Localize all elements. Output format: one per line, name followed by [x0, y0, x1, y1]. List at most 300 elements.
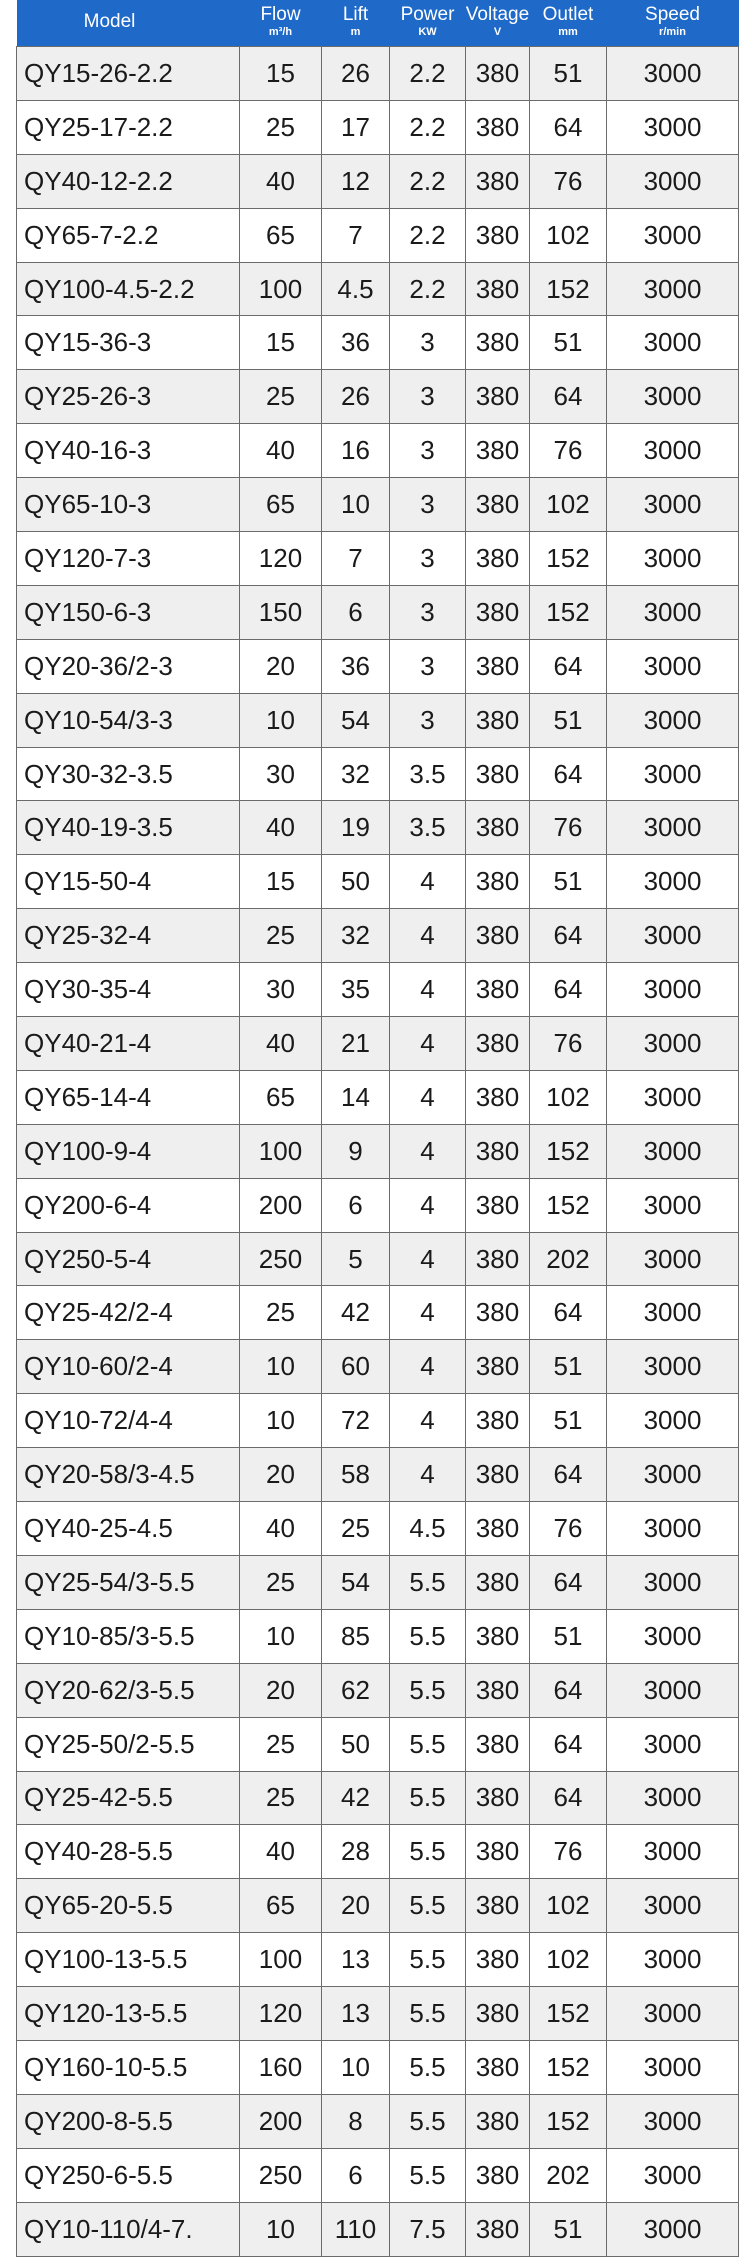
model-cell: QY10-54/3-3 — [17, 693, 240, 747]
table-row — [17, 154, 739, 208]
lift-cell: 7 — [322, 532, 390, 586]
table-row — [17, 1286, 739, 1340]
flow-cell: 10 — [240, 1340, 322, 1394]
outlet-cell: 76 — [530, 1825, 607, 1879]
lift-cell: 21 — [322, 1017, 390, 1071]
speed-cell: 3000 — [607, 154, 739, 208]
power-cell: 2.2 — [390, 47, 466, 101]
flow-cell: 100 — [240, 262, 322, 316]
table-row — [17, 370, 739, 424]
table-row — [17, 2094, 739, 2148]
voltage-cell: 380 — [466, 1555, 530, 1609]
outlet-cell: 76 — [530, 1017, 607, 1071]
speed-cell: 3000 — [607, 855, 739, 909]
model-cell: QY160-10-5.5 — [17, 2040, 240, 2094]
outlet-cell: 64 — [530, 100, 607, 154]
header-lift-label: Lift — [342, 3, 369, 25]
voltage-cell: 380 — [466, 154, 530, 208]
power-cell: 5.5 — [390, 2040, 466, 2094]
table-row — [17, 585, 739, 639]
table-row — [17, 2148, 739, 2202]
power-cell: 4 — [390, 909, 466, 963]
outlet-cell: 51 — [530, 1340, 607, 1394]
power-cell: 4 — [390, 1394, 466, 1448]
power-cell: 4 — [390, 1232, 466, 1286]
speed-cell: 3000 — [607, 2094, 739, 2148]
table-row — [17, 1663, 739, 1717]
power-cell: 4 — [390, 1286, 466, 1340]
table-row — [17, 1933, 739, 1987]
model-cell: QY25-42/2-4 — [17, 1286, 240, 1340]
voltage-cell: 380 — [466, 316, 530, 370]
speed-cell: 3000 — [607, 47, 739, 101]
power-cell: 4.5 — [390, 1502, 466, 1556]
speed-cell: 3000 — [607, 1609, 739, 1663]
power-cell: 3 — [390, 370, 466, 424]
flow-cell: 250 — [240, 2148, 322, 2202]
lift-cell: 36 — [322, 639, 390, 693]
speed-cell: 3000 — [607, 639, 739, 693]
table-row — [17, 1340, 739, 1394]
speed-cell: 3000 — [607, 1448, 739, 1502]
lift-cell: 10 — [322, 2040, 390, 2094]
model-cell: QY250-5-4 — [17, 1232, 240, 1286]
pump-spec-table — [16, 0, 739, 2257]
table-row — [17, 1448, 739, 1502]
model-cell: QY65-10-3 — [17, 478, 240, 532]
header-row — [17, 0, 739, 47]
outlet-cell: 102 — [530, 1879, 607, 1933]
flow-cell: 25 — [240, 1717, 322, 1771]
table-row — [17, 747, 739, 801]
model-cell: QY100-4.5-2.2 — [17, 262, 240, 316]
header-speed-label: Speed — [645, 3, 700, 25]
voltage-cell: 380 — [466, 1070, 530, 1124]
flow-cell: 25 — [240, 909, 322, 963]
voltage-cell: 380 — [466, 1232, 530, 1286]
table-row — [17, 47, 739, 101]
flow-cell: 150 — [240, 585, 322, 639]
flow-cell: 15 — [240, 855, 322, 909]
lift-cell: 28 — [322, 1825, 390, 1879]
power-cell: 3.5 — [390, 801, 466, 855]
power-cell: 5.5 — [390, 1771, 466, 1825]
speed-cell: 3000 — [607, 2202, 739, 2256]
voltage-cell: 380 — [466, 478, 530, 532]
model-cell: QY15-36-3 — [17, 316, 240, 370]
voltage-cell: 380 — [466, 585, 530, 639]
model-cell: QY10-72/4-4 — [17, 1394, 240, 1448]
model-cell: QY65-7-2.2 — [17, 208, 240, 262]
voltage-cell: 380 — [466, 1771, 530, 1825]
voltage-cell: 380 — [466, 532, 530, 586]
power-cell: 2.2 — [390, 262, 466, 316]
header-speed — [607, 0, 739, 47]
lift-cell: 60 — [322, 1340, 390, 1394]
lift-cell: 13 — [322, 1987, 390, 2041]
table-row — [17, 1017, 739, 1071]
speed-cell: 3000 — [607, 2148, 739, 2202]
header-flow — [240, 0, 322, 47]
voltage-cell: 380 — [466, 747, 530, 801]
model-cell: QY120-7-3 — [17, 532, 240, 586]
voltage-cell: 380 — [466, 1394, 530, 1448]
lift-cell: 72 — [322, 1394, 390, 1448]
model-cell: QY25-32-4 — [17, 909, 240, 963]
model-cell: QY40-19-3.5 — [17, 801, 240, 855]
model-cell: QY40-25-4.5 — [17, 1502, 240, 1556]
lift-cell: 9 — [322, 1124, 390, 1178]
table-row — [17, 2040, 739, 2094]
model-cell: QY25-26-3 — [17, 370, 240, 424]
header-outlet-label: Outlet — [542, 3, 594, 25]
table-row — [17, 262, 739, 316]
header-outlet — [530, 0, 607, 47]
outlet-cell: 102 — [530, 1933, 607, 1987]
speed-cell: 3000 — [607, 909, 739, 963]
voltage-cell: 380 — [466, 1987, 530, 2041]
table-row — [17, 478, 739, 532]
table-row — [17, 1879, 739, 1933]
speed-cell: 3000 — [607, 747, 739, 801]
table-row — [17, 1502, 739, 1556]
table-row — [17, 2202, 739, 2256]
speed-cell: 3000 — [607, 1017, 739, 1071]
flow-cell: 25 — [240, 100, 322, 154]
power-cell: 5.5 — [390, 1933, 466, 1987]
voltage-cell: 380 — [466, 1124, 530, 1178]
header-flow-label: Flow — [260, 3, 301, 25]
flow-cell: 40 — [240, 1825, 322, 1879]
flow-cell: 100 — [240, 1124, 322, 1178]
power-cell: 5.5 — [390, 1879, 466, 1933]
lift-cell: 54 — [322, 1555, 390, 1609]
model-cell: QY20-62/3-5.5 — [17, 1663, 240, 1717]
flow-cell: 30 — [240, 747, 322, 801]
outlet-cell: 64 — [530, 370, 607, 424]
voltage-cell: 380 — [466, 1286, 530, 1340]
model-cell: QY30-32-3.5 — [17, 747, 240, 801]
voltage-cell: 380 — [466, 208, 530, 262]
header-power-unit: KW — [418, 25, 437, 38]
power-cell: 5.5 — [390, 2094, 466, 2148]
model-cell: QY200-6-4 — [17, 1178, 240, 1232]
model-cell: QY200-8-5.5 — [17, 2094, 240, 2148]
power-cell: 2.2 — [390, 154, 466, 208]
lift-cell: 26 — [322, 370, 390, 424]
voltage-cell: 380 — [466, 2148, 530, 2202]
voltage-cell: 380 — [466, 1609, 530, 1663]
lift-cell: 54 — [322, 693, 390, 747]
flow-cell: 10 — [240, 1394, 322, 1448]
lift-cell: 25 — [322, 1502, 390, 1556]
flow-cell: 120 — [240, 1987, 322, 2041]
power-cell: 5.5 — [390, 1825, 466, 1879]
lift-cell: 110 — [322, 2202, 390, 2256]
flow-cell: 65 — [240, 1879, 322, 1933]
flow-cell: 40 — [240, 801, 322, 855]
speed-cell: 3000 — [607, 1178, 739, 1232]
model-cell: QY65-20-5.5 — [17, 1879, 240, 1933]
lift-cell: 35 — [322, 963, 390, 1017]
power-cell: 3 — [390, 424, 466, 478]
header-speed-unit: r/min — [659, 25, 686, 38]
flow-cell: 250 — [240, 1232, 322, 1286]
outlet-cell: 51 — [530, 2202, 607, 2256]
power-cell: 3 — [390, 693, 466, 747]
voltage-cell: 380 — [466, 262, 530, 316]
header-voltage-unit: V — [493, 25, 502, 38]
model-cell: QY15-26-2.2 — [17, 47, 240, 101]
model-cell: QY150-6-3 — [17, 585, 240, 639]
header-lift-unit: m — [350, 25, 361, 38]
flow-cell: 100 — [240, 1933, 322, 1987]
lift-cell: 6 — [322, 585, 390, 639]
lift-cell: 8 — [322, 2094, 390, 2148]
table-row — [17, 1178, 739, 1232]
speed-cell: 3000 — [607, 262, 739, 316]
voltage-cell: 380 — [466, 2094, 530, 2148]
flow-cell: 40 — [240, 424, 322, 478]
model-cell: QY25-54/3-5.5 — [17, 1555, 240, 1609]
table-row — [17, 1124, 739, 1178]
model-cell: QY10-85/3-5.5 — [17, 1609, 240, 1663]
table-row — [17, 1394, 739, 1448]
speed-cell: 3000 — [607, 370, 739, 424]
speed-cell: 3000 — [607, 1879, 739, 1933]
speed-cell: 3000 — [607, 424, 739, 478]
speed-cell: 3000 — [607, 585, 739, 639]
flow-cell: 40 — [240, 154, 322, 208]
voltage-cell: 380 — [466, 1717, 530, 1771]
table-row — [17, 909, 739, 963]
outlet-cell: 202 — [530, 1232, 607, 1286]
outlet-cell: 64 — [530, 1286, 607, 1340]
table-row — [17, 208, 739, 262]
outlet-cell: 152 — [530, 262, 607, 316]
speed-cell: 3000 — [607, 478, 739, 532]
flow-cell: 10 — [240, 693, 322, 747]
flow-cell: 65 — [240, 478, 322, 532]
lift-cell: 42 — [322, 1771, 390, 1825]
speed-cell: 3000 — [607, 1340, 739, 1394]
speed-cell: 3000 — [607, 532, 739, 586]
table-row — [17, 424, 739, 478]
outlet-cell: 152 — [530, 1178, 607, 1232]
model-cell: QY100-9-4 — [17, 1124, 240, 1178]
power-cell: 5.5 — [390, 1555, 466, 1609]
speed-cell: 3000 — [607, 1070, 739, 1124]
speed-cell: 3000 — [607, 1502, 739, 1556]
table-row — [17, 639, 739, 693]
voltage-cell: 380 — [466, 100, 530, 154]
flow-cell: 40 — [240, 1502, 322, 1556]
power-cell: 5.5 — [390, 2148, 466, 2202]
speed-cell: 3000 — [607, 316, 739, 370]
lift-cell: 6 — [322, 2148, 390, 2202]
table-body — [17, 47, 739, 2257]
model-cell: QY25-42-5.5 — [17, 1771, 240, 1825]
flow-cell: 40 — [240, 1017, 322, 1071]
speed-cell: 3000 — [607, 2040, 739, 2094]
outlet-cell: 51 — [530, 47, 607, 101]
outlet-cell: 76 — [530, 801, 607, 855]
lift-cell: 4.5 — [322, 262, 390, 316]
flow-cell: 25 — [240, 1771, 322, 1825]
voltage-cell: 380 — [466, 1879, 530, 1933]
voltage-cell: 380 — [466, 1448, 530, 1502]
table-row — [17, 1232, 739, 1286]
flow-cell: 10 — [240, 1609, 322, 1663]
voltage-cell: 380 — [466, 963, 530, 1017]
table-row — [17, 100, 739, 154]
power-cell: 5.5 — [390, 1609, 466, 1663]
outlet-cell: 102 — [530, 478, 607, 532]
model-cell: QY40-21-4 — [17, 1017, 240, 1071]
outlet-cell: 64 — [530, 963, 607, 1017]
speed-cell: 3000 — [607, 1232, 739, 1286]
outlet-cell: 202 — [530, 2148, 607, 2202]
model-cell: QY20-58/3-4.5 — [17, 1448, 240, 1502]
flow-cell: 25 — [240, 1555, 322, 1609]
lift-cell: 13 — [322, 1933, 390, 1987]
table-row — [17, 1717, 739, 1771]
table-row — [17, 693, 739, 747]
model-cell: QY100-13-5.5 — [17, 1933, 240, 1987]
power-cell: 2.2 — [390, 100, 466, 154]
lift-cell: 17 — [322, 100, 390, 154]
power-cell: 3 — [390, 478, 466, 532]
flow-cell: 200 — [240, 1178, 322, 1232]
table-row — [17, 1825, 739, 1879]
voltage-cell: 380 — [466, 424, 530, 478]
header-power — [390, 0, 466, 47]
table-row — [17, 1609, 739, 1663]
table-row — [17, 1771, 739, 1825]
model-cell: QY120-13-5.5 — [17, 1987, 240, 2041]
power-cell: 3 — [390, 532, 466, 586]
voltage-cell: 380 — [466, 1663, 530, 1717]
power-cell: 7.5 — [390, 2202, 466, 2256]
model-cell: QY10-60/2-4 — [17, 1340, 240, 1394]
voltage-cell: 380 — [466, 1933, 530, 1987]
lift-cell: 32 — [322, 747, 390, 801]
flow-cell: 20 — [240, 1448, 322, 1502]
power-cell: 3 — [390, 316, 466, 370]
header-model — [17, 0, 240, 47]
table-row — [17, 855, 739, 909]
model-cell: QY65-14-4 — [17, 1070, 240, 1124]
lift-cell: 58 — [322, 1448, 390, 1502]
speed-cell: 3000 — [607, 1771, 739, 1825]
speed-cell: 3000 — [607, 693, 739, 747]
flow-cell: 20 — [240, 1663, 322, 1717]
model-cell: QY40-12-2.2 — [17, 154, 240, 208]
power-cell: 4 — [390, 1178, 466, 1232]
outlet-cell: 51 — [530, 1394, 607, 1448]
outlet-cell: 152 — [530, 2040, 607, 2094]
voltage-cell: 380 — [466, 639, 530, 693]
outlet-cell: 51 — [530, 855, 607, 909]
speed-cell: 3000 — [607, 1286, 739, 1340]
header-flow-unit: m³/h — [268, 25, 293, 38]
power-cell: 3 — [390, 639, 466, 693]
outlet-cell: 152 — [530, 532, 607, 586]
outlet-cell: 76 — [530, 424, 607, 478]
voltage-cell: 380 — [466, 1017, 530, 1071]
power-cell: 4 — [390, 1340, 466, 1394]
speed-cell: 3000 — [607, 1555, 739, 1609]
outlet-cell: 64 — [530, 1555, 607, 1609]
lift-cell: 19 — [322, 801, 390, 855]
voltage-cell: 380 — [466, 909, 530, 963]
table-row — [17, 963, 739, 1017]
lift-cell: 20 — [322, 1879, 390, 1933]
table-row — [17, 1070, 739, 1124]
header-voltage — [466, 0, 530, 47]
outlet-cell: 64 — [530, 747, 607, 801]
outlet-cell: 152 — [530, 585, 607, 639]
flow-cell: 15 — [240, 47, 322, 101]
power-cell: 3 — [390, 585, 466, 639]
voltage-cell: 380 — [466, 1825, 530, 1879]
speed-cell: 3000 — [607, 1717, 739, 1771]
model-cell: QY15-50-4 — [17, 855, 240, 909]
flow-cell: 10 — [240, 2202, 322, 2256]
speed-cell: 3000 — [607, 1124, 739, 1178]
outlet-cell: 64 — [530, 1663, 607, 1717]
outlet-cell: 64 — [530, 1448, 607, 1502]
lift-cell: 7 — [322, 208, 390, 262]
flow-cell: 200 — [240, 2094, 322, 2148]
voltage-cell: 380 — [466, 693, 530, 747]
power-cell: 4 — [390, 1448, 466, 1502]
power-cell: 4 — [390, 1017, 466, 1071]
voltage-cell: 380 — [466, 855, 530, 909]
outlet-cell: 64 — [530, 1771, 607, 1825]
power-cell: 5.5 — [390, 1987, 466, 2041]
flow-cell: 20 — [240, 639, 322, 693]
power-cell: 4 — [390, 963, 466, 1017]
outlet-cell: 64 — [530, 639, 607, 693]
power-cell: 4 — [390, 1124, 466, 1178]
outlet-cell: 152 — [530, 2094, 607, 2148]
lift-cell: 32 — [322, 909, 390, 963]
power-cell: 4 — [390, 1070, 466, 1124]
model-cell: QY40-16-3 — [17, 424, 240, 478]
voltage-cell: 380 — [466, 2040, 530, 2094]
table-row — [17, 1987, 739, 2041]
outlet-cell: 51 — [530, 693, 607, 747]
flow-cell: 30 — [240, 963, 322, 1017]
voltage-cell: 380 — [466, 2202, 530, 2256]
outlet-cell: 76 — [530, 1502, 607, 1556]
speed-cell: 3000 — [607, 208, 739, 262]
flow-cell: 65 — [240, 208, 322, 262]
voltage-cell: 380 — [466, 1178, 530, 1232]
model-cell: QY10-110/4-7. — [17, 2202, 240, 2256]
table-header — [17, 0, 739, 47]
model-cell: QY40-28-5.5 — [17, 1825, 240, 1879]
voltage-cell: 380 — [466, 801, 530, 855]
speed-cell: 3000 — [607, 100, 739, 154]
outlet-cell: 51 — [530, 316, 607, 370]
lift-cell: 14 — [322, 1070, 390, 1124]
flow-cell: 25 — [240, 1286, 322, 1340]
table-row — [17, 801, 739, 855]
lift-cell: 50 — [322, 1717, 390, 1771]
table-row — [17, 316, 739, 370]
